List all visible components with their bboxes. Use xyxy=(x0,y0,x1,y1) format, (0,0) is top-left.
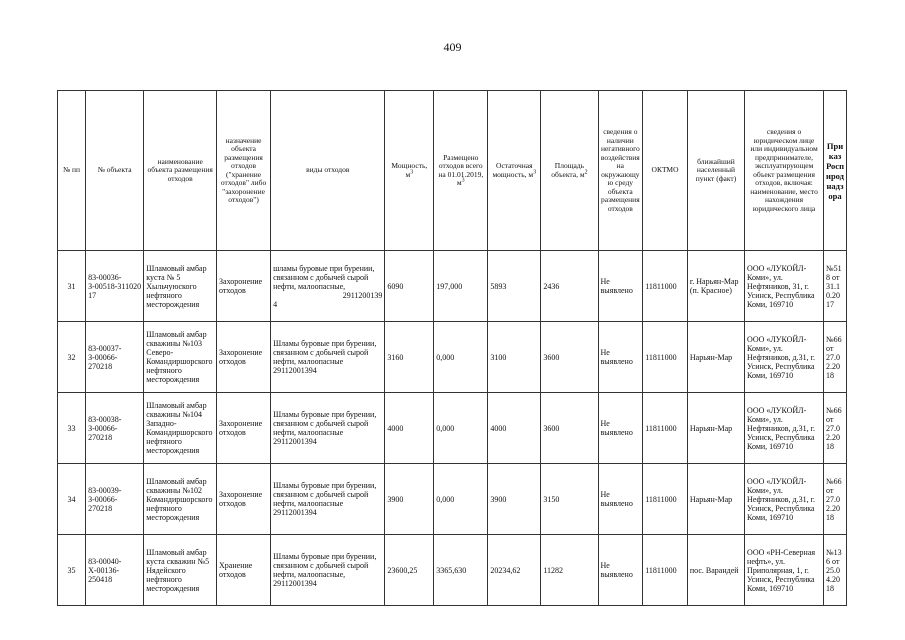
waste-description: шламы буровые при бурении, связанном с добычей сырой нефти, малоопасные, xyxy=(273,263,375,291)
cell-purpose: Захоронение отходов xyxy=(217,464,271,535)
waste-code: 2911200139 xyxy=(342,290,383,300)
cell-placed: 0,000 xyxy=(434,322,488,393)
cell-object-num: 83-00040-Х-00136-250418 xyxy=(86,535,144,606)
cell-oktmo: 11811000 xyxy=(643,251,688,322)
cell-waste-types: Шламы буровые при бурении, связанном с добычей сырой нефти, малоопасные 29112001394 xyxy=(271,464,385,535)
header-purpose: назначение объекта размещения отходов ("хранение отходов" либо "захоронение отходов") xyxy=(217,91,271,251)
cell-num: 35 xyxy=(58,535,86,606)
header-residual: Остаточная мощность, $м^3$ xyxy=(488,91,541,251)
cell-placed: 0,000 xyxy=(434,464,488,535)
cell-placed: 3365,630 xyxy=(434,535,488,606)
cell-capacity: 23600,25 xyxy=(385,535,434,606)
cell-placed: 0,000 xyxy=(434,393,488,464)
cell-oktmo: 11811000 xyxy=(643,535,688,606)
cell-operator: ООО «ЛУКОЙЛ-Коми», ул. Нефтяников, д.31, г. Усинск, Республика Коми, 169710 xyxy=(745,464,824,535)
cell-locality: пос. Варандей xyxy=(687,535,744,606)
header-waste-types: виды отходов xyxy=(271,91,385,251)
cell-num: 32 xyxy=(58,322,86,393)
header-order: Приказ Роспироднадзора xyxy=(824,91,847,251)
cell-capacity: 4000 xyxy=(385,393,434,464)
cell-object-num: 83-00038-З-00066-270218 xyxy=(86,393,144,464)
cell-name: Шламовый амбар скважины №103 Северо-Командиршорского нефтяного месторождения xyxy=(144,322,217,393)
cell-operator: ООО «ЛУКОЙЛ-Коми», ул. Нефтяников, д.31, г. Усинск, Республика Коми, 169710 xyxy=(745,393,824,464)
cell-name: Шламовый амбар куста скважин №5 Нядейского нефтяного месторождения xyxy=(144,535,217,606)
page-number: 409 xyxy=(443,40,462,54)
cell-object-num: 83-00039-З-00066-270218 xyxy=(86,464,144,535)
table-row xyxy=(58,393,847,464)
cell-residual: 3100 xyxy=(488,322,541,393)
cell-residual: 4000 xyxy=(488,393,541,464)
cell-area: 3600 xyxy=(541,322,598,393)
waste-objects-table xyxy=(57,90,847,606)
table-row xyxy=(58,464,847,535)
header-area: Площадь объекта, $м^2$ xyxy=(541,91,598,251)
cell-waste-types: Шламы буровые при бурении, связанном с добычей сырой нефти, малоопасные, 29112001394 xyxy=(271,535,385,606)
waste-code-tail: 4 xyxy=(273,299,278,309)
cell-purpose: Захоронение отходов xyxy=(217,393,271,464)
cell-area: 11282 xyxy=(541,535,598,606)
cell-num: 34 xyxy=(58,464,86,535)
cell-residual: 3900 xyxy=(488,464,541,535)
cell-impact: Не выявлено xyxy=(598,393,643,464)
cell-oktmo: 11811000 xyxy=(643,464,688,535)
cell-purpose: Захоронение отходов xyxy=(217,322,271,393)
cell-operator: ООО «РН-Северная нефть», ул. Приполярная, 1, г. Усинск, Республика Коми, 169710 xyxy=(745,535,824,606)
cell-order: №66 от 27.02.2018 xyxy=(824,393,847,464)
cell-order: №66 от 27.02.2018 xyxy=(824,464,847,535)
header-placed: Размещено отходов всего на 01.01.2019, $м^3$ xyxy=(434,91,488,251)
cell-operator: ООО «ЛУКОЙЛ-Коми», ул. Нефтяников, 31, г. Усинск, Республика Коми, 169710 xyxy=(745,251,824,322)
cell-placed: 197,000 xyxy=(434,251,488,322)
cell-object-num: 83-00037-З-00066-270218 xyxy=(86,322,144,393)
header-num: № пп xyxy=(58,91,86,251)
cell-name: Шламовый амбар скважины №102 Командиршорского нефтяного месторождения xyxy=(144,464,217,535)
table-row xyxy=(58,251,847,322)
cell-purpose: Хранение отходов xyxy=(217,535,271,606)
cell-order: №518 от 31.10.2017 xyxy=(824,251,847,322)
cell-capacity: 3900 xyxy=(385,464,434,535)
cell-residual: 5893 xyxy=(488,251,541,322)
table-header-row xyxy=(58,91,847,251)
cell-name: Шламовый амбар скважины №104 Западно-Командиршорского нефтяного месторождения xyxy=(144,393,217,464)
cell-waste-types: Шламы буровые при бурении, связанном с добычей сырой нефти, малоопасные 29112001394 xyxy=(271,322,385,393)
cell-area: 3600 xyxy=(541,393,598,464)
cell-locality: Нарьян-Мар xyxy=(687,393,744,464)
cell-locality: г. Нарьян-Мар (п. Красное) xyxy=(687,251,744,322)
header-locality: ближайший населенный пункт (факт) xyxy=(687,91,744,251)
cell-oktmo: 11811000 xyxy=(643,322,688,393)
header-oktmo: ОКТМО xyxy=(643,91,688,251)
cell-waste-types: Шламы буровые при бурении, связанном с добычей сырой нефти, малоопасные 29112001394 xyxy=(271,393,385,464)
cell-object-num: 83-00036-З-00518-311020 17 xyxy=(86,251,144,322)
header-object-num: № объекта xyxy=(86,91,144,251)
header-name: наименование объекта размещения отходов xyxy=(144,91,217,251)
cell-order: №136 от 25.04.2018 xyxy=(824,535,847,606)
cell-name: Шламовый амбар куста № 5 Хыльчуюского нефтяного месторождения xyxy=(144,251,217,322)
header-capacity: Мощность, $м^3$ xyxy=(385,91,434,251)
cell-num: 31 xyxy=(58,251,86,322)
cell-purpose: Захоронение отходов xyxy=(217,251,271,322)
cell-operator: ООО «ЛУКОЙЛ-Коми», ул. Нефтяников, д.31, г. Усинск, Республика Коми, 169710 xyxy=(745,322,824,393)
cell-locality: Нарьян-Мар xyxy=(687,322,744,393)
cell-oktmo: 11811000 xyxy=(643,393,688,464)
cell-capacity: 6090 xyxy=(385,251,434,322)
cell-capacity: 3160 xyxy=(385,322,434,393)
cell-waste-types xyxy=(271,251,385,322)
header-operator: сведения о юридическом лице или индивидуальном предпринимателе, эксплуатирующем объект размещения отходов, включая: наименование, место нахождения юридического лица xyxy=(745,91,824,251)
cell-impact: Не выявлено xyxy=(598,322,643,393)
cell-residual: 20234,62 xyxy=(488,535,541,606)
header-impact: сведения о наличии негативного воздействия на окружающую среду объекта размещения отходов xyxy=(598,91,643,251)
cell-impact: Не выявлено xyxy=(598,535,643,606)
table-row xyxy=(58,322,847,393)
cell-locality: Нарьян-Мар xyxy=(687,464,744,535)
cell-impact: Не выявлено xyxy=(598,251,643,322)
cell-num: 33 xyxy=(58,393,86,464)
cell-order: №66 от 27.02.2018 xyxy=(824,322,847,393)
table-row xyxy=(58,535,847,606)
cell-area: 2436 xyxy=(541,251,598,322)
cell-impact: Не выявлено xyxy=(598,464,643,535)
cell-area: 3150 xyxy=(541,464,598,535)
